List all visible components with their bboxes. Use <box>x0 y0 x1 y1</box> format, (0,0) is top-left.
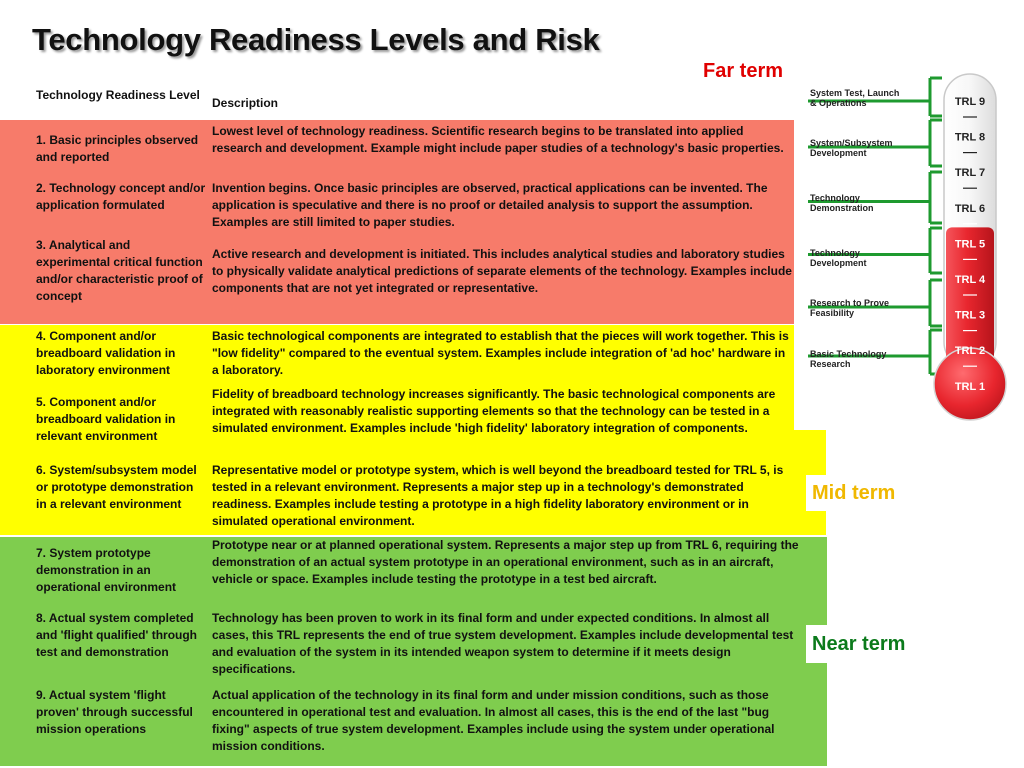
stage-2-line-1: System/Subsystem <box>810 138 893 148</box>
trl-8-description: Technology has been proven to work in its final form and under expected conditions. In almost all cases, this TRL represents the end of true system development. Examples include developmental test and evaluation of the system in its intended weapon system to determine if it meets design specifications. <box>212 611 794 676</box>
trl-4-description: Basic technological components are integrated to establish that the pieces will work together. This is "low fidelity" compared to the eventual system. Examples include integration of 'ad hoc' hardware in a laboratory. <box>212 329 789 377</box>
stage-2-line-2: Development <box>810 148 867 158</box>
trl-3-mark: TRL 3 <box>954 309 986 322</box>
header-level: Technology Readiness Level <box>36 88 200 102</box>
trl-6-mark: TRL 6 <box>954 202 986 215</box>
far-term-label: Far term <box>703 60 784 82</box>
trl-1-description: Lowest level of technology readiness. Scientific research begins to be translated into applied research and development. Example might include paper studies of a technology's basic properties. <box>212 124 784 155</box>
trl-2-description: Invention begins. Once basic principles are observed, practical applications can be invented. The application is speculative and there is no proof or detailed analysis to support the assumption. Examples are still limited to paper studies. <box>212 181 768 229</box>
trl-3-description: Active research and development is initiated. This includes analytical studies and laboratory studies to physically validate analytical predictions of separate elements of the technology. Examples include components that are not yet integrated or representative. <box>212 247 792 295</box>
trl-thermometer <box>794 68 1024 428</box>
stage-labels <box>810 88 899 369</box>
trl-1-mark: TRL 1 <box>954 380 986 393</box>
mid-term-label: Mid term <box>806 475 924 511</box>
trl-8-mark: TRL 8 <box>954 131 986 144</box>
stage-3-line-1: Technology <box>810 193 860 203</box>
svg-text:TechnologyDevelopment <box>810 248 867 268</box>
svg-text:System Test, Launch& Operation <box>810 88 899 108</box>
trl-9-mark: TRL 9 <box>954 96 986 108</box>
near-term-label: Near term <box>806 625 934 663</box>
trl-7-description: Prototype near or at planned operational system. Represents a major step up from TRL 6, requiring the demonstration of an actual system prototype in an operational environment, such as in an aircraft, vehicle or space. Examples include testing the prototype in a test bed aircraft. <box>212 538 799 586</box>
stage-1-line-2: & Operations <box>810 98 867 108</box>
svg-text:Basic TechnologyResearch <box>810 349 886 369</box>
header-description: Description <box>212 96 279 110</box>
trl-4-level: 4. Component and/or breadboard validation in laboratory environment <box>36 329 176 377</box>
stage-3-line-2: Demonstration <box>810 203 874 213</box>
stage-1-line-1: System Test, Launch <box>810 88 900 98</box>
stage-4-line-1: Technology <box>810 248 860 258</box>
trl-5-description: Fidelity of breadboard technology increases significantly. The basic technological components are integrated with reasonably realistic supporting elements so that the technology can be tested in a simulated environment. Examples include 'high fidelity' laboratory integration of components. <box>212 387 776 435</box>
trl-4-mark: TRL 4 <box>954 274 986 286</box>
stage-6-line-2: Research <box>810 359 851 369</box>
svg-text:TechnologyDemonstration <box>810 193 874 213</box>
stage-5-line-1: Research to Prove <box>810 298 890 308</box>
stage-6-line-1: Basic Technology <box>810 349 887 359</box>
trl-6-description: Representative model or prototype system, which is well beyond the breadboard tested for TRL 5, is tested in a relevant environment. Represents a major step up in a technology's demonstrated readiness. Examples include testing a prototype in a high fidelity laboratory environment or in simulated operational environment. <box>212 463 784 528</box>
stage-5-line-2: Feasibility <box>810 308 855 318</box>
trl-3-level: 3. Analytical and experimental critical function and/or characteristic proof of concept <box>36 238 203 303</box>
trl-5-level: 5. Component and/or breadboard validation in relevant environment <box>36 395 176 443</box>
trl-6-level: 6. System/subsystem model or prototype demonstration in a relevant environment <box>36 463 197 511</box>
stage-brackets <box>808 78 942 374</box>
trl-2-mark: TRL 2 <box>954 345 986 358</box>
trl-2-level: 2. Technology concept and/or application formulated <box>36 181 206 212</box>
trl-7-mark: TRL 7 <box>954 167 986 180</box>
trl-7-level: 7. System prototype demonstration in an operational environment <box>36 546 177 594</box>
trl-9-description: Actual application of the technology in its final form and under mission conditions, such as those encountered in operational test and evaluation. In almost all cases, this is the end of the last "bug fixing" aspects of true system development. Examples include using the system under operational mission conditions. <box>212 688 775 753</box>
trl-8-level: 8. Actual system completed and 'flight qualified' through test and demonstration <box>36 611 198 659</box>
stage-4-line-2: Development <box>810 258 867 268</box>
trl-9-level: 9. Actual system 'flight proven' through successful mission operations <box>36 688 193 736</box>
trl-1-level: 1. Basic principles observed and reported <box>36 133 199 164</box>
trl-5-mark: TRL 5 <box>954 238 986 251</box>
page-title: Technology Readiness Levels and Risk <box>32 22 600 57</box>
